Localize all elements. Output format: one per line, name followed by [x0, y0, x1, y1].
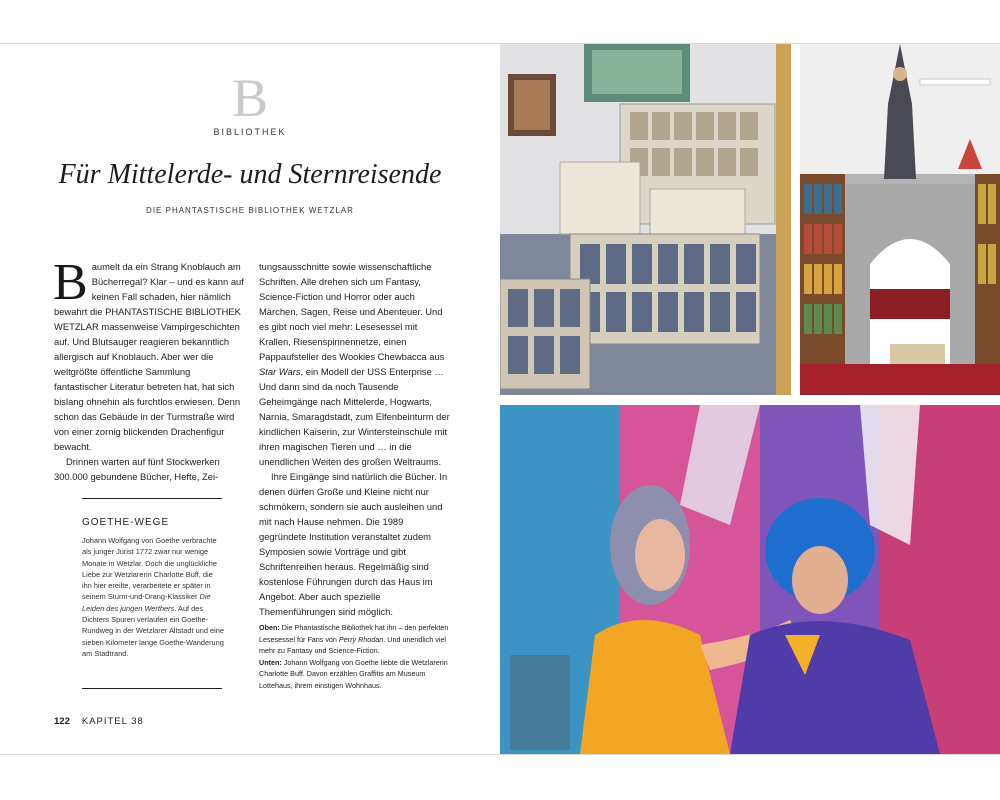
box-bottom-rule	[82, 688, 222, 689]
magazine-spread	[0, 43, 1000, 755]
section-logo	[228, 68, 272, 128]
caption-text: Die Phantastische Bibliothek hat ihn – den perfekten Lesesessel für Fans von	[259, 623, 449, 644]
paragraph: Ihre Eingänge sind natürlich die Bücher. In denen dürfen Große und Kleine nicht nur schmökern, sondern sie auch ausleihen und mit nach Hause nehmen. Die 1989 gegründete Institution veranstaltet zudem Symposien sowie Vorträge und gibt Schriftenreihen heraus. Regelmäßig sind kostenlose Führungen durch das Haus im Angebot. Aber auch spezielle Themenführungen sind möglich.	[259, 471, 448, 617]
chapter-label: KAPITEL 38	[81, 716, 144, 727]
text-column-2	[259, 259, 451, 619]
box-title: GOETHE-WEGE	[82, 517, 170, 528]
drop-cap: B	[53, 254, 88, 311]
graffiti-mural-illustration	[500, 405, 1000, 754]
logo-letter: B	[231, 68, 269, 128]
page-title: Für Mittelerde- und Sternreisende	[58, 159, 442, 190]
paragraph	[53, 254, 246, 454]
paragraph: Drinnen warten auf fünf Stockwerken 300.000 gebundene Bücher, Hefte, Zei-	[54, 456, 220, 482]
caption-label: Unten:	[259, 657, 282, 667]
box-body	[82, 535, 224, 659]
goethe-graffiti-mural-photo	[500, 405, 1000, 754]
text-page	[0, 44, 500, 754]
section-label: BIBLIOTHEK	[213, 127, 287, 137]
caption-label: Oben:	[259, 623, 280, 632]
photo-caption	[259, 622, 459, 691]
library-castle-illustration	[800, 44, 1000, 395]
caption-text: . Und unendlich viel mehr zu Fantasy und Science-Fiction.	[259, 634, 446, 655]
paragraph-text-italic: Star Wars	[259, 366, 301, 377]
perry-rhodan-book-throne-photo	[500, 44, 791, 395]
paragraph-text: aumelt da ein Strang Knoblauch am Bücherregal? Klar – und es kann auf keinen Fall schaden, hier nämlich bewahrt die PHANTASTISCHE BIBLIOTHEK WETZLAR massenweise Vampirgeschichten auf. Und Blutsauger reagieren bekanntlich allergisch auf Knoblauch. Aber wer die weltgrößte öffentliche Sammlung fantastischer Literatur betreten hat, hat sich bislang ohnehin als furchtlos erwiesen. Denn schon das Gebäude in der Turmstraße wird von einer zornig blickenden Drachenfigur bewacht.	[54, 261, 244, 452]
text-column-1	[53, 254, 246, 484]
box-text-italic: Die Leiden des jungen Werthers	[82, 592, 211, 613]
box-text: . Auf des Dichters Spuren verlaufen ein Goethe-Rundweg in der Wetzlarer Altstadt und eine sieben Kilometer lange Goethe-Wanderung am Stadtrand.	[82, 603, 225, 658]
library-castle-shelves-photo	[800, 44, 1000, 395]
page-subtitle: DIE PHANTASTISCHE BIBLIOTHEK WETZLAR	[146, 206, 354, 215]
caption-text: Johann Wolfgang von Goethe liebte die Wetzlarerin Charlotte Buff. Davon erzählen Graffitis am Museum Lottehaus, ihrem einstigen Wohnhaus.	[259, 657, 448, 690]
paragraph	[259, 259, 451, 469]
paragraph-text: tungsausschnitte sowie wissenschaftliche Schriften. Alle drehen sich um Fantasy, Science-Fiction und Horror oder auch Märchen, Sagen, Reise und Abenteuer. Und es gibt noch viel mehr: Lesesessel mit Krallen, Riesenspinnennetze, einen Pappaufsteller des Wookies Chewbacca aus	[259, 261, 445, 362]
page-number: 122	[54, 716, 70, 727]
caption-text-italic: Perry Rhodan	[338, 634, 384, 644]
paragraph-text: , ein Modell der USS Enterprise … Und dann sind da noch Tausende Geheimgänge nach Mittelerde, Hogwarts, Narnia, Smaragdstadt, zum Elfenbeinturm der kindlichen Kaiserin, zur Wintersteinschule mit ihren magischen Tieren und … in die unendlichen Weiten des großen Weltraums.	[259, 366, 450, 467]
box-top-rule	[82, 498, 222, 499]
book-throne-illustration	[500, 44, 791, 395]
page-footer	[54, 716, 144, 727]
box-text: Johann Wolfgang von Goethe verbrachte als junger Jurist 1772 zwar nur wenige Monate in Wetzlar. Doch die unglückliche Liebe zur Wetzlarerin Charlotte Buff, die ihn hier ereilte, verarbeitete er später in seinem Sturm-und-Drang-Klassiker	[82, 536, 218, 602]
